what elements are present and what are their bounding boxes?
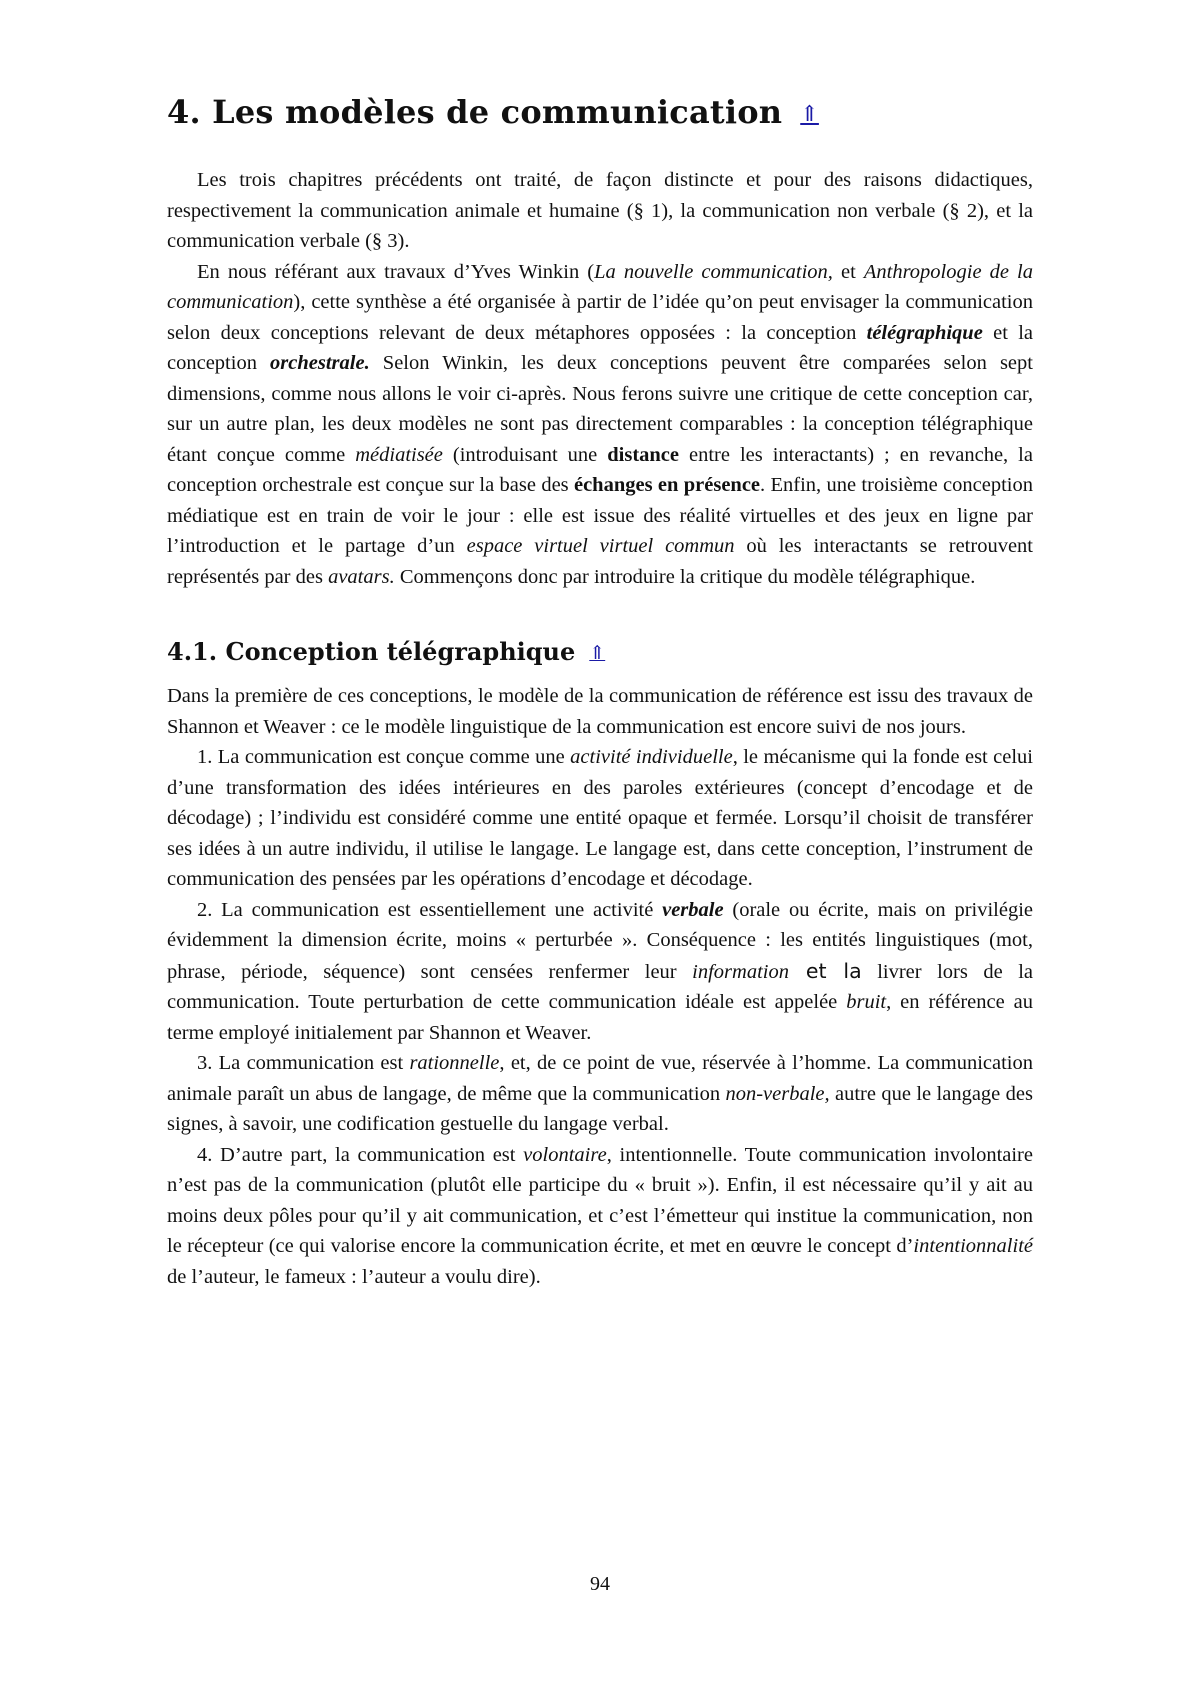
chapter-heading — [167, 92, 1033, 135]
chapter-title: 4. Les modèles de communication — [167, 93, 783, 131]
list-item-2: 2. La communication est essentiellement une activité verbale (orale ou écrite, mais on privilégie évidemment la dimension écrite, moins « perturbée ». Conséquence : les entités linguistiques (mot, phrase, période, séquence) sont censées renfermer leur information et la livrer lors de la communication. Toute perturbation de cette communication idéale est appelée bruit, en référence au terme employé initialement par Shannon et Weaver. — [167, 898, 1033, 1044]
section-heading — [167, 636, 1033, 669]
page-content — [167, 92, 1033, 1292]
term-orchestrale: orchestrale. — [270, 352, 370, 374]
list-item-1: 1. La communication est conçue comme une activité individuelle, le mécanisme qui la fonde est celui d’une transformation des idées intérieures en des paroles extérieures (concept d’encodage et de décodage) ; l’individu est considéré comme une entité opaque et fermée. Lorsqu’il choisit de transférer ses idées à un autre individu, il utilise le langage. Le langage est, dans cette conception, l’instrument de communication des pensées par les opérations d’encodage et décodage. — [167, 746, 1034, 890]
list-item-4: 4. D’autre part, la communication est volontaire, intentionnelle. Toute communication involontaire n’est pas de la communication (plutôt elle participe du « bruit »). Enfin, il est nécessaire qu’il y ait au moins deux pôles pour qu’il y ait communication, et c’est l’émetteur qui institue la communication, non le récepteur (ce qui valorise encore la communication écrite, et met en œuvre le concept d’intentionnalité de l’auteur, le fameux : l’auteur a voulu dire). — [167, 1143, 1033, 1288]
term-telegraphique: télégraphique — [866, 321, 983, 344]
section-intro-paragraph: Dans la première de ces conceptions, le modèle de la communication de référence est issu des travaux de Shannon et Weaver : ce le modèle linguistique de la communication est encore suivi de nos jours. — [167, 685, 1033, 738]
back-to-top-icon[interactable]: ⇑ — [800, 102, 819, 127]
back-to-top-icon[interactable]: ⇑ — [589, 642, 606, 664]
list-item-3: 3. La communication est rationnelle, et, de ce point de vue, réservée à l’homme. La communication animale paraît un abus de langage, de même que la communication non-verbale, autre que le langage des signes, à savoir, une codification gestuelle du langage verbal. — [167, 1052, 1033, 1135]
winkin-paragraph: En nous référant aux travaux d’Yves Winkin (La nouvelle communication, et Anthropologie de la communication), cette synthèse a été organisée à partir de l’idée qu’on peut envisager la communication selon deux conceptions relevant de deux métaphores opposées : la conception télégraphique et la conception orchestrale. Selon Winkin, les deux conceptions peuvent être comparées selon sept dimensions, comme nous allons le voir ci-après. Nous ferons suivre une critique de cette conception car, sur un autre plan, les deux modèles ne sont pas directement comparables : la conception télégraphique étant conçue comme médiatisée (introduisant une distance entre les interactants) ; en revanche, la conception orchestrale est conçue sur la base des échanges en présence. Enfin, une troisième conception médiatique est en train de voir le jour : elle est issue des réalité virtuelles et des jeux en ligne par l’introduction et le partage d’un espace virtuel virtuel commun où les interactants se retrouvent représentés par des avatars. Commençons donc par introduire la critique du modèle télégraphique. — [167, 260, 1034, 588]
intro-paragraph: Les trois chapitres précédents ont traité, de façon distincte et pour des raisons didactiques, respectivement la communication animale et humaine (§ 1), la communication non verbale (§ 2), et la communication verbale (§ 3). — [167, 169, 1033, 252]
term-distance: distance — [607, 443, 679, 466]
page-number: 94 — [590, 1573, 610, 1595]
term-verbale: verbale — [662, 898, 724, 921]
section-title: 4.1. Conception télégraphique — [167, 637, 576, 666]
term-echanges: échanges en présence — [573, 474, 761, 496]
